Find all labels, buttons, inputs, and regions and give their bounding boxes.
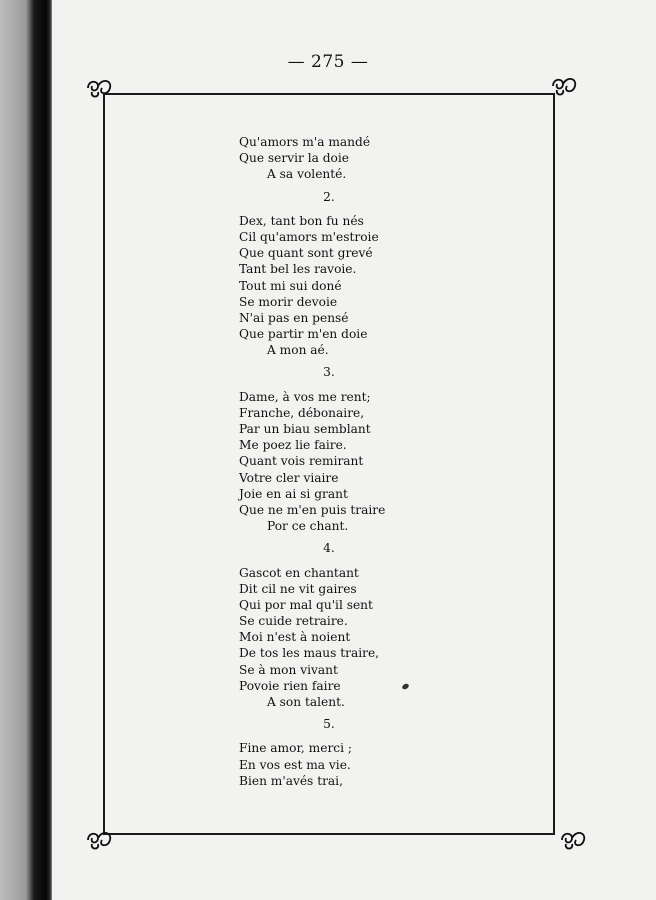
stanza-number: 2. [323,189,335,204]
verse-line: Joie en ai si grant [239,486,348,501]
verse-line: Qui por mal qu'il sent [239,597,373,612]
verse-line: Que partir m'en doie [239,327,368,342]
verse-line: Quant vois remirant [239,454,364,469]
verse-line: Tout mi sui doné [239,278,342,293]
verse-line: Cil qu'amors m'estroie [239,229,379,244]
verse-line: Dit cil ne vit gaires [239,581,357,596]
verse-line: Se morir devoie [239,294,338,309]
verse-line: Gascot en chantant [239,565,359,580]
flourish-top-left-icon [84,76,114,100]
verse-line: Que quant sont grevé [239,246,373,261]
verse-line-indented: Por ce chant. [267,519,349,534]
stanza-number: 5. [323,717,335,732]
verse-line: Qu'amors m'a mandé [239,135,371,149]
verse-line: N'ai pas en pensé [239,310,349,325]
verse-line: Que ne m'en puis traire [239,502,386,517]
poem-body [239,134,479,789]
flourish-top-right-icon [549,74,579,98]
verse-line: Povoie rien faire [239,678,341,693]
verse-line: Moi n'est à noient [239,630,351,645]
flourish-bottom-left-icon [84,828,114,852]
verse-line: Se à mon vivant [239,662,338,677]
verse-line: Votre cler viaire [239,470,339,485]
verse-line: Dame, à vos me rent; [239,389,371,404]
verse-line-indented: A sa volenté. [267,167,347,182]
verse-line: Que servir la doie [239,151,349,166]
stanza-number: 4. [323,541,335,556]
verse-line: Franche, débonaire, [239,405,365,420]
verse-line: Tant bel les ravoie. [239,262,357,277]
verse-line: Bien m'avés trai, [239,773,343,788]
verse-line: En vos est ma vie. [239,757,351,772]
verse-line: De tos les maus traire, [239,646,380,661]
verse-line: Par un biau semblant [239,422,371,437]
verse-line-indented: A son talent. [267,695,345,710]
flourish-bottom-right-icon [558,828,588,852]
page-number: — 275 — [287,52,369,72]
verse-line: Se cuide retraire. [239,614,348,629]
verse-line-indented: A mon aé. [267,343,329,358]
stanza-number: 3. [323,365,335,380]
verse-line: Dex, tant bon fu nés [239,213,364,228]
verse-line: Fine amor, merci ; [239,741,352,756]
verse-line: Me poez lie faire. [239,438,347,453]
book-binding-edge [0,0,52,900]
